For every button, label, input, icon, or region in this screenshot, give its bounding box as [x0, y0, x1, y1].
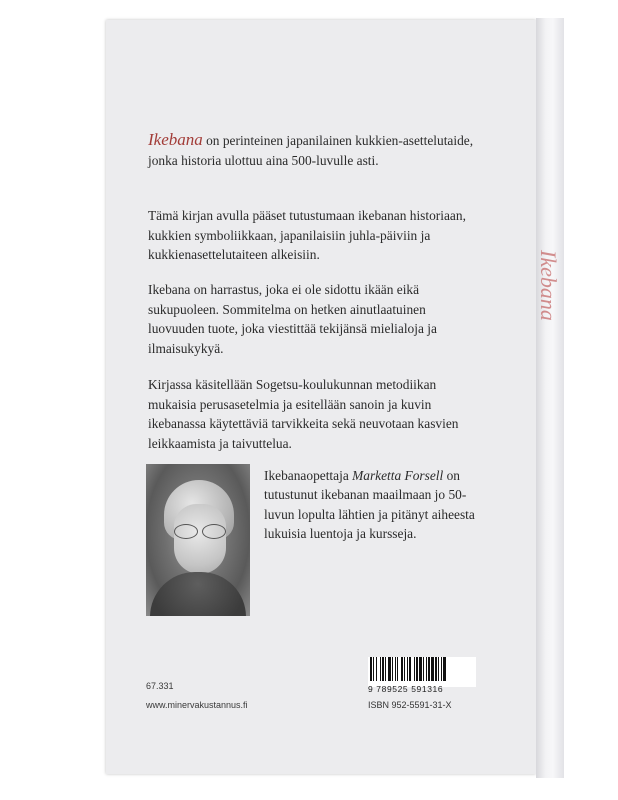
barcode-stripe — [419, 657, 422, 681]
author-bio-text: on tutustunut ikebanan maailmaan jo 50-luvun lopulta lähtien ja pitänyt aiheesta lukuisia luentoja ja kursseja. — [264, 468, 475, 542]
author-photo — [146, 464, 250, 616]
barcode-stripe — [388, 657, 391, 681]
barcode-stripe — [382, 657, 384, 681]
barcode-stripe — [385, 657, 386, 681]
barcode-stripe — [380, 657, 381, 681]
barcode-stripe — [441, 657, 442, 681]
classification-code: 67.331 — [146, 681, 174, 691]
book-spine — [536, 18, 564, 778]
spine-title: Ikebana — [536, 249, 561, 321]
barcode-stripe — [404, 657, 405, 681]
author-bio — [264, 466, 494, 544]
barcode-stripe — [431, 657, 434, 681]
barcode-stripe — [395, 657, 396, 681]
barcode-stripe — [414, 657, 415, 681]
barcode-stripe — [401, 657, 403, 681]
author-bio-prefix: Ikebanaopettaja — [264, 468, 353, 483]
intro-paragraph — [148, 130, 478, 170]
barcode-digits: 9 789525 591316 — [368, 684, 444, 694]
barcode-stripe — [373, 657, 374, 681]
paragraph-history: Tämä kirjan avulla pääset tutustumaan ikebanan historiaan, kukkien symboliikkaan, japanilaisiin juhla-päiviin ja kukkienasettelutaiteen alkeisiin. — [148, 208, 466, 263]
barcode-stripe — [428, 657, 430, 681]
barcode-stripe — [423, 657, 424, 681]
barcode-stripe — [392, 657, 393, 681]
barcode-stripe — [438, 657, 439, 681]
publisher-website: www.minervakustannus.fi — [146, 700, 248, 710]
barcode — [368, 657, 476, 687]
intro-paragraph-text: on perinteinen japanilainen kukkien-asettelutaide, jonka historia ulottuu aina 500-luvulle asti. — [148, 133, 474, 168]
barcode-stripe — [409, 657, 411, 681]
barcode-stripe — [370, 657, 372, 681]
barcode-stripe — [435, 657, 437, 681]
barcode-stripe — [416, 657, 418, 681]
barcode-stripe — [426, 657, 427, 681]
paragraph-hobby: Ikebana on harrastus, joka ei ole sidottu ikään eikä sukupuoleen. Sommitelma on hetken ainutlaatuinen luovuuden tuote, joka viestittää tekijänsä mielialoja ja ilmaisukykyä. — [148, 282, 437, 356]
barcode-stripe — [443, 657, 446, 681]
barcode-stripe — [376, 657, 377, 681]
barcode-stripe — [397, 657, 398, 681]
author-name: Marketta Forsell — [352, 468, 444, 483]
title-accent: Ikebana — [148, 130, 203, 149]
barcode-stripe — [407, 657, 408, 681]
paragraph-contents: Kirjassa käsitellään Sogetsu-koulukunnan metodiikan mukaisia perusasetelmia ja esitellään sanoin ja kuvin ikebanassa käytettäviä tarvikkeita sekä neuvotaan kasvien leikkaamista ja taivuttelua. — [148, 377, 459, 451]
isbn-number: ISBN 952-5591-31-X — [368, 700, 452, 710]
